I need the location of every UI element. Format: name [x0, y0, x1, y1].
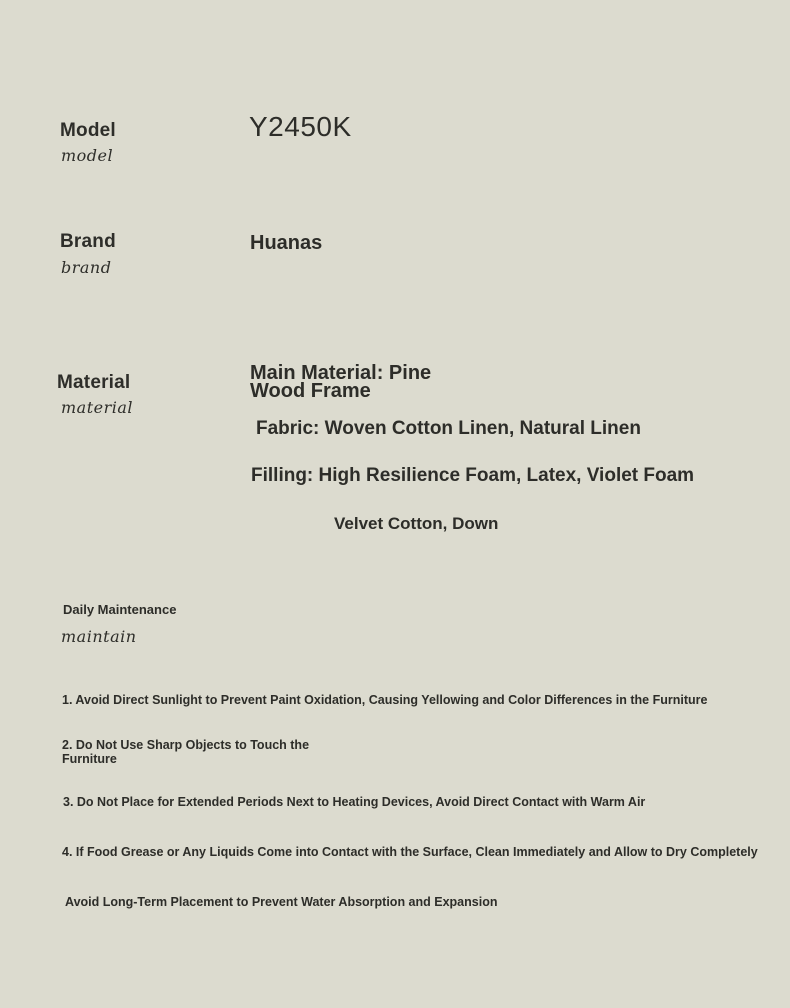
maintenance-script-label: maintain	[61, 627, 137, 646]
maintenance-title: Daily Maintenance	[63, 602, 177, 617]
filling-value: Filling: High Resilience Foam, Latex, Violet Foam	[251, 465, 695, 486]
model-value: Y2450K	[249, 111, 352, 142]
fabric-value: Fabric: Woven Cotton Linen, Natural Linen	[256, 418, 641, 439]
model-label: Model	[60, 120, 116, 141]
model-script-label: model	[61, 146, 114, 165]
maintenance-item-5: Avoid Long-Term Placement to Prevent Water Absorption and Expansion	[65, 895, 498, 909]
main-material-value: Main Material: Pine Wood Frame	[250, 362, 432, 402]
maintenance-item-4: 4. If Food Grease or Any Liquids Come into Contact with the Surface, Clean Immediately and Allow to Dry Completely	[62, 845, 758, 859]
brand-label: Brand	[60, 231, 116, 252]
maintenance-item-3: 3. Do Not Place for Extended Periods Next to Heating Devices, Avoid Direct Contact with Warm Air	[63, 795, 646, 809]
material-label: Material	[57, 372, 131, 393]
filling-continued-value: Velvet Cotton, Down	[334, 514, 499, 533]
material-script-label: material	[61, 398, 134, 417]
maintenance-item-1: 1. Avoid Direct Sunlight to Prevent Paint Oxidation, Causing Yellowing and Color Differences in the Furniture	[62, 693, 708, 707]
brand-value: Huanas	[250, 232, 323, 254]
brand-script-label: brand	[61, 258, 112, 277]
maintenance-item-2: 2. Do Not Use Sharp Objects to Touch the Furniture	[62, 738, 310, 766]
